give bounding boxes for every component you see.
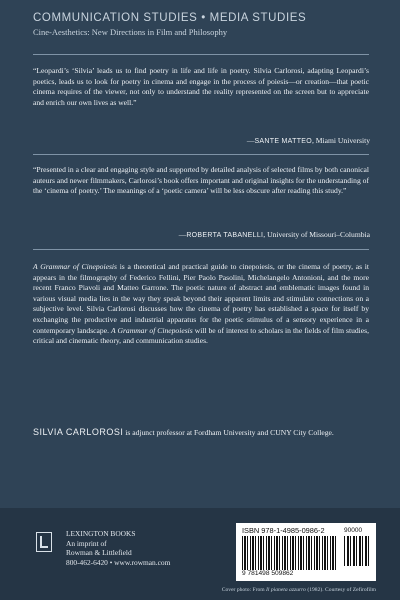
isbn-label: ISBN 978-1-4985-0986-2 (242, 526, 325, 535)
blurb-author: ROBERTA TABANELLI (186, 232, 264, 239)
blurb-affiliation: , University of Missouri–Columbia (263, 230, 370, 239)
publisher-contact: 800-462-6420 • www.rowman.com (66, 557, 171, 567)
publisher-info: LEXINGTON BOOKS An imprint of Rowman & Littlefield 800-462-6420 • www.rowman.com (66, 529, 171, 567)
book-title: A Grammar of Cinepoiesis (110, 325, 193, 335)
barcode-number: 9 781498 509862 (242, 570, 294, 577)
barcode-icon (242, 536, 338, 570)
price-barcode-icon (344, 536, 370, 566)
blurb-1-attribution: —SANTE MATTEO, Miami University (246, 136, 370, 145)
blurb-2 (33, 165, 369, 197)
blurb-2-attribution: —ROBERTA TABANELLI, University of Missouri–Columbia (178, 230, 370, 239)
blurb-author: SANTE MATTEO (254, 138, 312, 145)
book-description: A Grammar of Cinepoiesis is a theoretical and practical guide to cinepoiesis, or the cinema of poetry, as it appears in the filmography of Federico Fellini, Pier Paolo Pasolini, Michelangelo Antonioni, and the more recent Franco Piavoli and Matteo Garrone. The poetic nature of abstract and emblematic images found in various visual media lies in the way they speak beyond their apparent limits and stimulate connections on a subjective level. Silvia Carlorosi discusses how the cinema of poetry has established a space for itself by exchanging the productive and industrial apparatus for the poetic stimulus of a sensory experience in a contemporary landscape. A Grammar of Cinepoiesis will be of interest to scholars in the fields of film studies, critical and cinematic theory, and communication studies. (33, 262, 369, 346)
divider (33, 154, 369, 155)
cover-photo-credit: Cover photo: From Il pianeta azzurro (1982). Courtesy of Zefirofilm (221, 587, 376, 593)
blurb-1 (33, 66, 369, 108)
divider (33, 54, 369, 55)
subject-categories: COMMUNICATION STUDIES • MEDIA STUDIES (33, 12, 307, 24)
header (33, 12, 373, 37)
book-title: A Grammar of Cinepoiesis (33, 262, 117, 271)
series-title: Cine-Aesthetics: New Directions in Film and Philosophy (33, 27, 228, 37)
divider (33, 249, 369, 250)
author-bio-text: is adjunct professor at Fordham University and CUNY City College. (123, 428, 334, 437)
isbn-barcode (236, 523, 376, 581)
price-code: 90000 (344, 527, 363, 534)
blurb-quote: “Leopardi’s ‘Silvia’ leads us to find poetry in life and life in poetry. Silvia Carlorosi, adapting Leopardi’s poetics, leads us to look for poetry in cinema and engage in the process of poiesis—or creation—that poetic cinema requires of the viewer, not only to understand the reality represented on the screen but to appreciate and enrich our own lives as well.” (33, 66, 369, 107)
publisher-logo-icon (36, 532, 52, 552)
blurb-affiliation: , Miami University (311, 136, 370, 145)
author-name: SILVIA CARLOROSI (33, 427, 124, 437)
footer (0, 508, 400, 600)
publisher-name: LEXINGTON BOOKS (66, 529, 136, 538)
author-bio (33, 427, 369, 439)
blurb-quote: “Presented in a clear and engaging style and supported by detailed analysis of selected films by both canonical auteurs and newer filmmakers, Carlorosi’s book offers important and original insights for the understanding of the ‘cinema of poetry.’ The meanings of a ‘poetic camera’ will be less obscure after reading this study.” (33, 165, 369, 196)
